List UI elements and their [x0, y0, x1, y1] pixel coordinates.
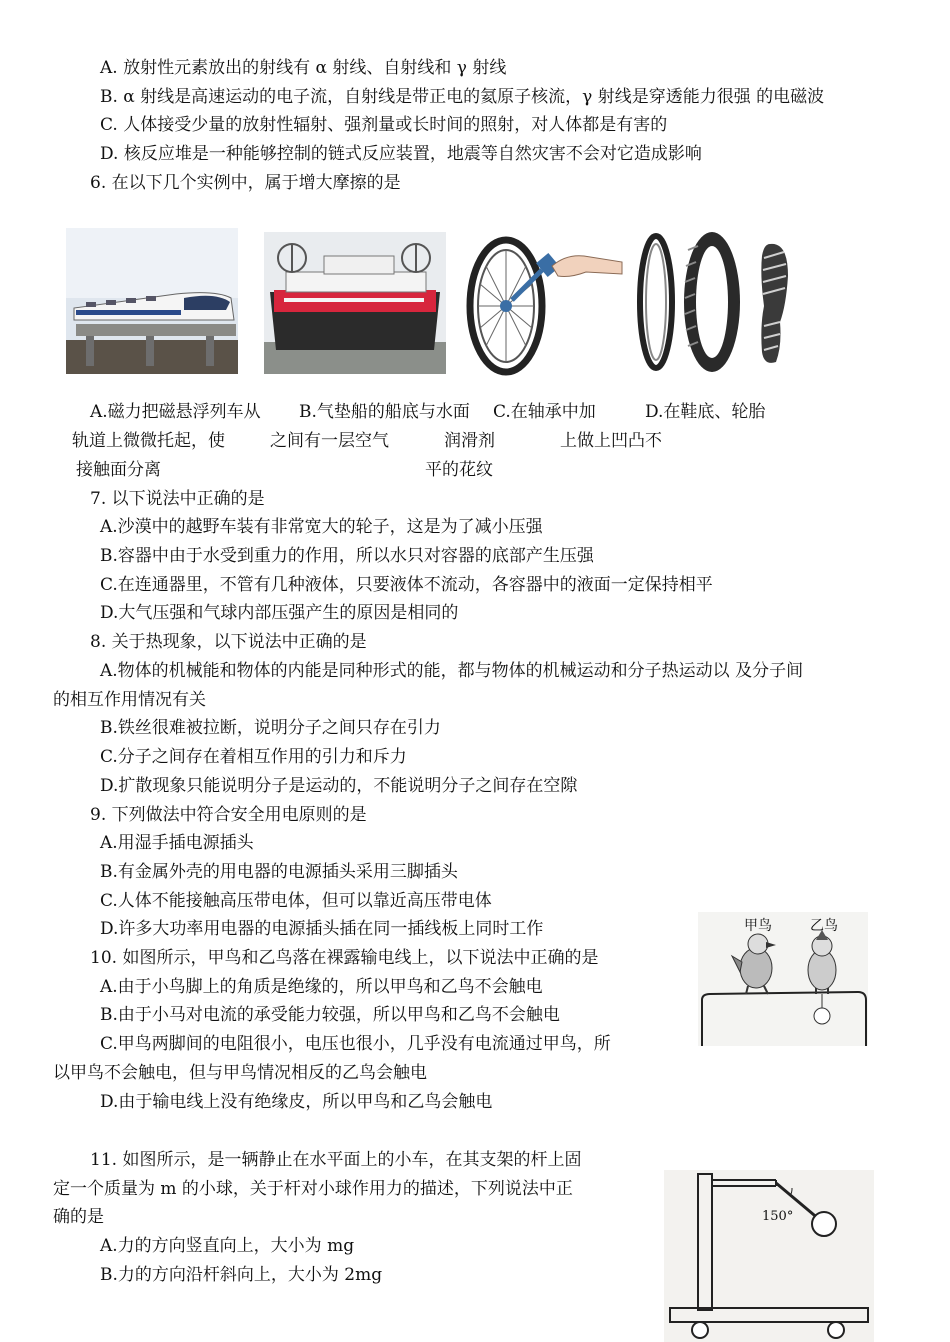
q6-caption-d-line1: D.在鞋底、轮胎 [645, 402, 766, 422]
q6-caption-a-line2: 轨道上微微托起，使 [72, 431, 225, 451]
bulb-icon [814, 994, 830, 1024]
q6-caption-d-line3: 平的花纹 [425, 460, 493, 480]
q7-option-d: D.大气压强和气球内部压强产生的原因是相同的 [100, 603, 459, 623]
hovercraft-image [264, 232, 446, 374]
q10-option-c-line2: 以甲鸟不会触电，但与甲鸟情况相反的乙鸟会触电 [53, 1063, 427, 1083]
q5-option-a: A. 放射性元素放出的射线有 α 射线、自射线和 γ 射线 [100, 58, 507, 78]
q6-caption-b-line1: B.气垫船的船底与水面 [299, 402, 470, 422]
q8-option-a-line1: A.物体的机械能和物体的内能是同种形式的能，都与物体的机械运动和分子热运动以 及分子间 [100, 661, 804, 681]
q10-option-b: B.由于小马对电流的承受能力较强，所以甲鸟和乙鸟不会触电 [100, 1005, 560, 1025]
cart-rod-ball-figure [664, 1170, 874, 1342]
q10-option-d: D.由于输电线上没有绝缘皮，所以甲鸟和乙鸟会触电 [100, 1092, 493, 1112]
q11-stem-line1: 11. 如图所示，是一辆静止在水平面上的小车，在其支架的杆上固 [90, 1150, 582, 1170]
q11-stem-line3: 确的是 [53, 1207, 104, 1227]
bird-yi-icon [808, 930, 836, 994]
q10-option-c-line1: C.甲鸟两脚间的电阻很小，电压也很小，几乎没有电流通过甲鸟，所 [100, 1034, 611, 1054]
q6-caption-a-line3: 接触面分离 [76, 460, 161, 480]
q8-option-c: C.分子之间存在着相互作用的引力和斥力 [100, 747, 407, 767]
q6-caption-c-line1: C.在轴承中加 [493, 402, 596, 422]
q7-option-b: B.容器中由于水受到重力的作用，所以水只对容器的底部产生压强 [100, 546, 594, 566]
bicycle-wheel-oiling-image [466, 226, 626, 376]
q8-stem: 8. 关于热现象，以下说法中正确的是 [90, 632, 367, 652]
birds-on-wire-figure [698, 912, 868, 1046]
bird-jia-icon [732, 934, 776, 994]
q9-option-d: D.许多大功率用电器的电源插头插在同一插线板上同时工作 [100, 919, 544, 939]
q9-option-a: A.用湿手插电源插头 [100, 833, 254, 853]
q9-stem: 9. 下列做法中符合安全用电原则的是 [90, 805, 367, 825]
tire-and-sole-image [636, 226, 796, 376]
label-jia-bird: 甲鸟 [744, 918, 772, 934]
q6-caption-c-line2: 润滑剂 [444, 431, 495, 451]
q8-option-d: D.扩散现象只能说明分子是运动的，不能说明分子之间存在空隙 [100, 776, 578, 796]
angle-label: 150° [762, 1209, 794, 1224]
q6-stem: 6. 在以下几个实例中，属于增大摩擦的是 [90, 173, 401, 193]
q8-option-b: B.铁丝很难被拉断，说明分子之间只存在引力 [100, 718, 441, 738]
q7-option-a: A.沙漠中的越野车装有非常宽大的轮子，这是为了减小压强 [100, 517, 543, 537]
q10-option-a: A.由于小鸟脚上的角质是绝缘的，所以甲鸟和乙鸟不会触电 [100, 977, 543, 997]
maglev-train-image [66, 228, 238, 374]
q5-option-b: B. α 射线是高速运动的电子流，自射线是带正电的氦原子核流，γ 射线是穿透能力很强 的电磁波 [100, 87, 825, 107]
q8-option-a-line2: 的相互作用情况有关 [53, 690, 206, 710]
q11-stem-line2: 定一个质量为 m 的小球，关于杆对小球作用力的描述，下列说法中正 [53, 1179, 573, 1199]
q7-stem: 7. 以下说法中正确的是 [90, 489, 265, 509]
q10-stem: 10. 如图所示，甲鸟和乙鸟落在裸露输电线上，以下说法中正确的是 [90, 948, 599, 968]
label-yi-bird: 乙鸟 [810, 918, 838, 934]
q6-caption-d-line2: 上做上凹凸不 [560, 431, 662, 451]
q11-option-a: A.力的方向竖直向上，大小为 mg [100, 1236, 355, 1256]
q6-caption-a-line1: A.磁力把磁悬浮列车从 [90, 402, 261, 422]
q9-option-c: C.人体不能接触高压带电体，但可以靠近高压带电体 [100, 891, 492, 911]
q7-option-c: C.在连通器里，不管有几种液体，只要液体不流动，各容器中的液面一定保持相平 [100, 575, 713, 595]
q6-caption-b-line2: 之间有一层空气 [270, 431, 389, 451]
q5-option-c: C. 人体接受少量的放射性辐射、强剂量或长时间的照射，对人体都是有害的 [100, 115, 668, 135]
q5-option-d: D. 核反应堆是一种能够控制的链式反应装置，地震等自然灾害不会对它造成影响 [100, 144, 702, 164]
q11-option-b: B.力的方向沿杆斜向上，大小为 2mg [100, 1265, 383, 1285]
q9-option-b: B.有金属外壳的用电器的电源插头采用三脚插头 [100, 862, 458, 882]
